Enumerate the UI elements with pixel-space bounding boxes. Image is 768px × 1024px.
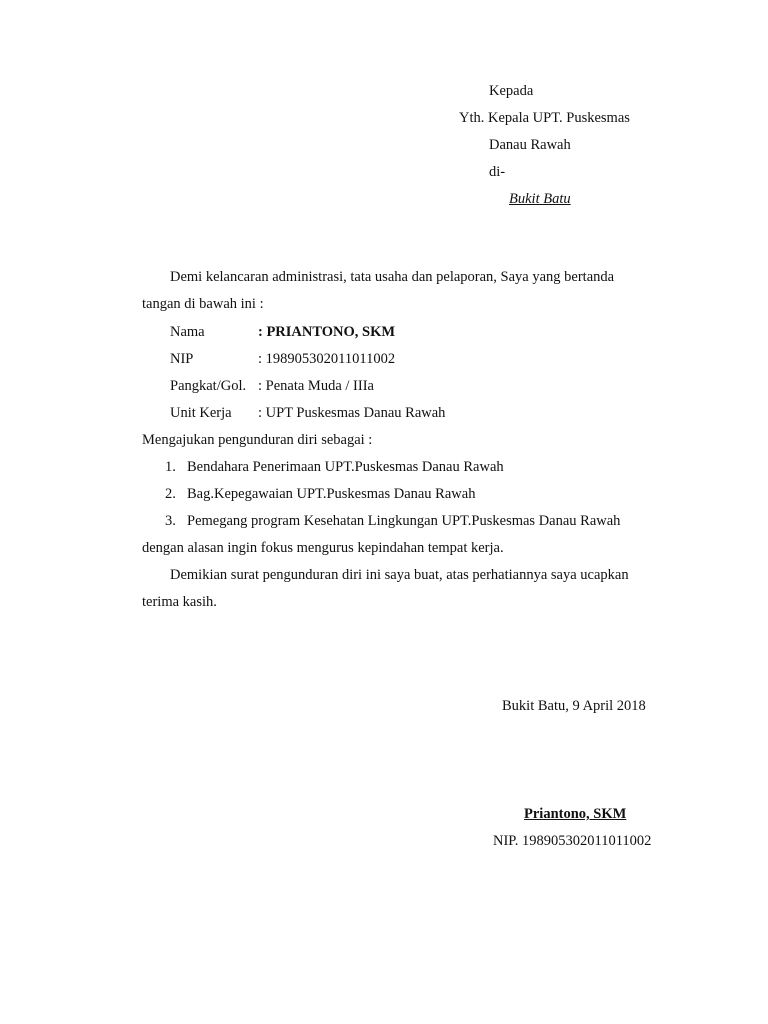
address-recipient-line2: Danau Rawah [489,137,571,153]
address-to: Kepada [489,83,534,99]
field-value-unit: : UPT Puskesmas Danau Rawah [258,405,446,421]
address-di: di- [489,164,506,180]
field-value-nama-text: : PRIANTONO, SKM [258,324,396,340]
field-value-nama [258,323,395,341]
list-item-1: Bendahara Penerimaan UPT.Puskesmas Danau Rawah [187,459,504,475]
closing-line1: Demikian surat pengunduran diri ini saya buat, atas perhatiannya saya ucapkan [170,567,629,583]
field-value-nip: : 198905302011011002 [258,351,396,367]
list-num-2: 2. [165,486,176,502]
intro-line1: Demi kelancaran administrasi, tata usaha dan pelaporan, Saya yang bertanda [170,269,615,285]
signature-place-date: Bukit Batu, 9 April 2018 [502,698,646,714]
list-item-3: Pemegang program Kesehatan Lingkungan UPT.Puskesmas Danau Rawah [187,513,621,529]
list-num-1: 1. [165,459,176,475]
signature-nip: NIP. 198905302011011002 [493,833,652,849]
submission-text: Mengajukan pengunduran diri sebagai : [142,432,373,448]
intro-line2: tangan di bawah ini : [142,296,264,312]
field-value-pangkat: : Penata Muda / IIIa [258,378,374,394]
field-label-nama: Nama [170,324,205,340]
reason-text: dengan alasan ingin fokus mengurus kepindahan tempat kerja. [142,540,504,556]
field-label-nip: NIP [170,351,194,367]
list-item-2: Bag.Kepegawaian UPT.Puskesmas Danau Rawah [187,486,476,502]
address-recipient: Yth. Kepala UPT. Puskesmas [459,110,630,126]
field-label-pangkat: Pangkat/Gol. [170,378,247,394]
field-label-unit: Unit Kerja [170,405,232,421]
closing-line2: terima kasih. [142,594,217,610]
address-city: Bukit Batu [509,191,571,207]
list-num-3: 3. [165,513,176,529]
signature-name: Priantono, SKM [524,806,627,822]
